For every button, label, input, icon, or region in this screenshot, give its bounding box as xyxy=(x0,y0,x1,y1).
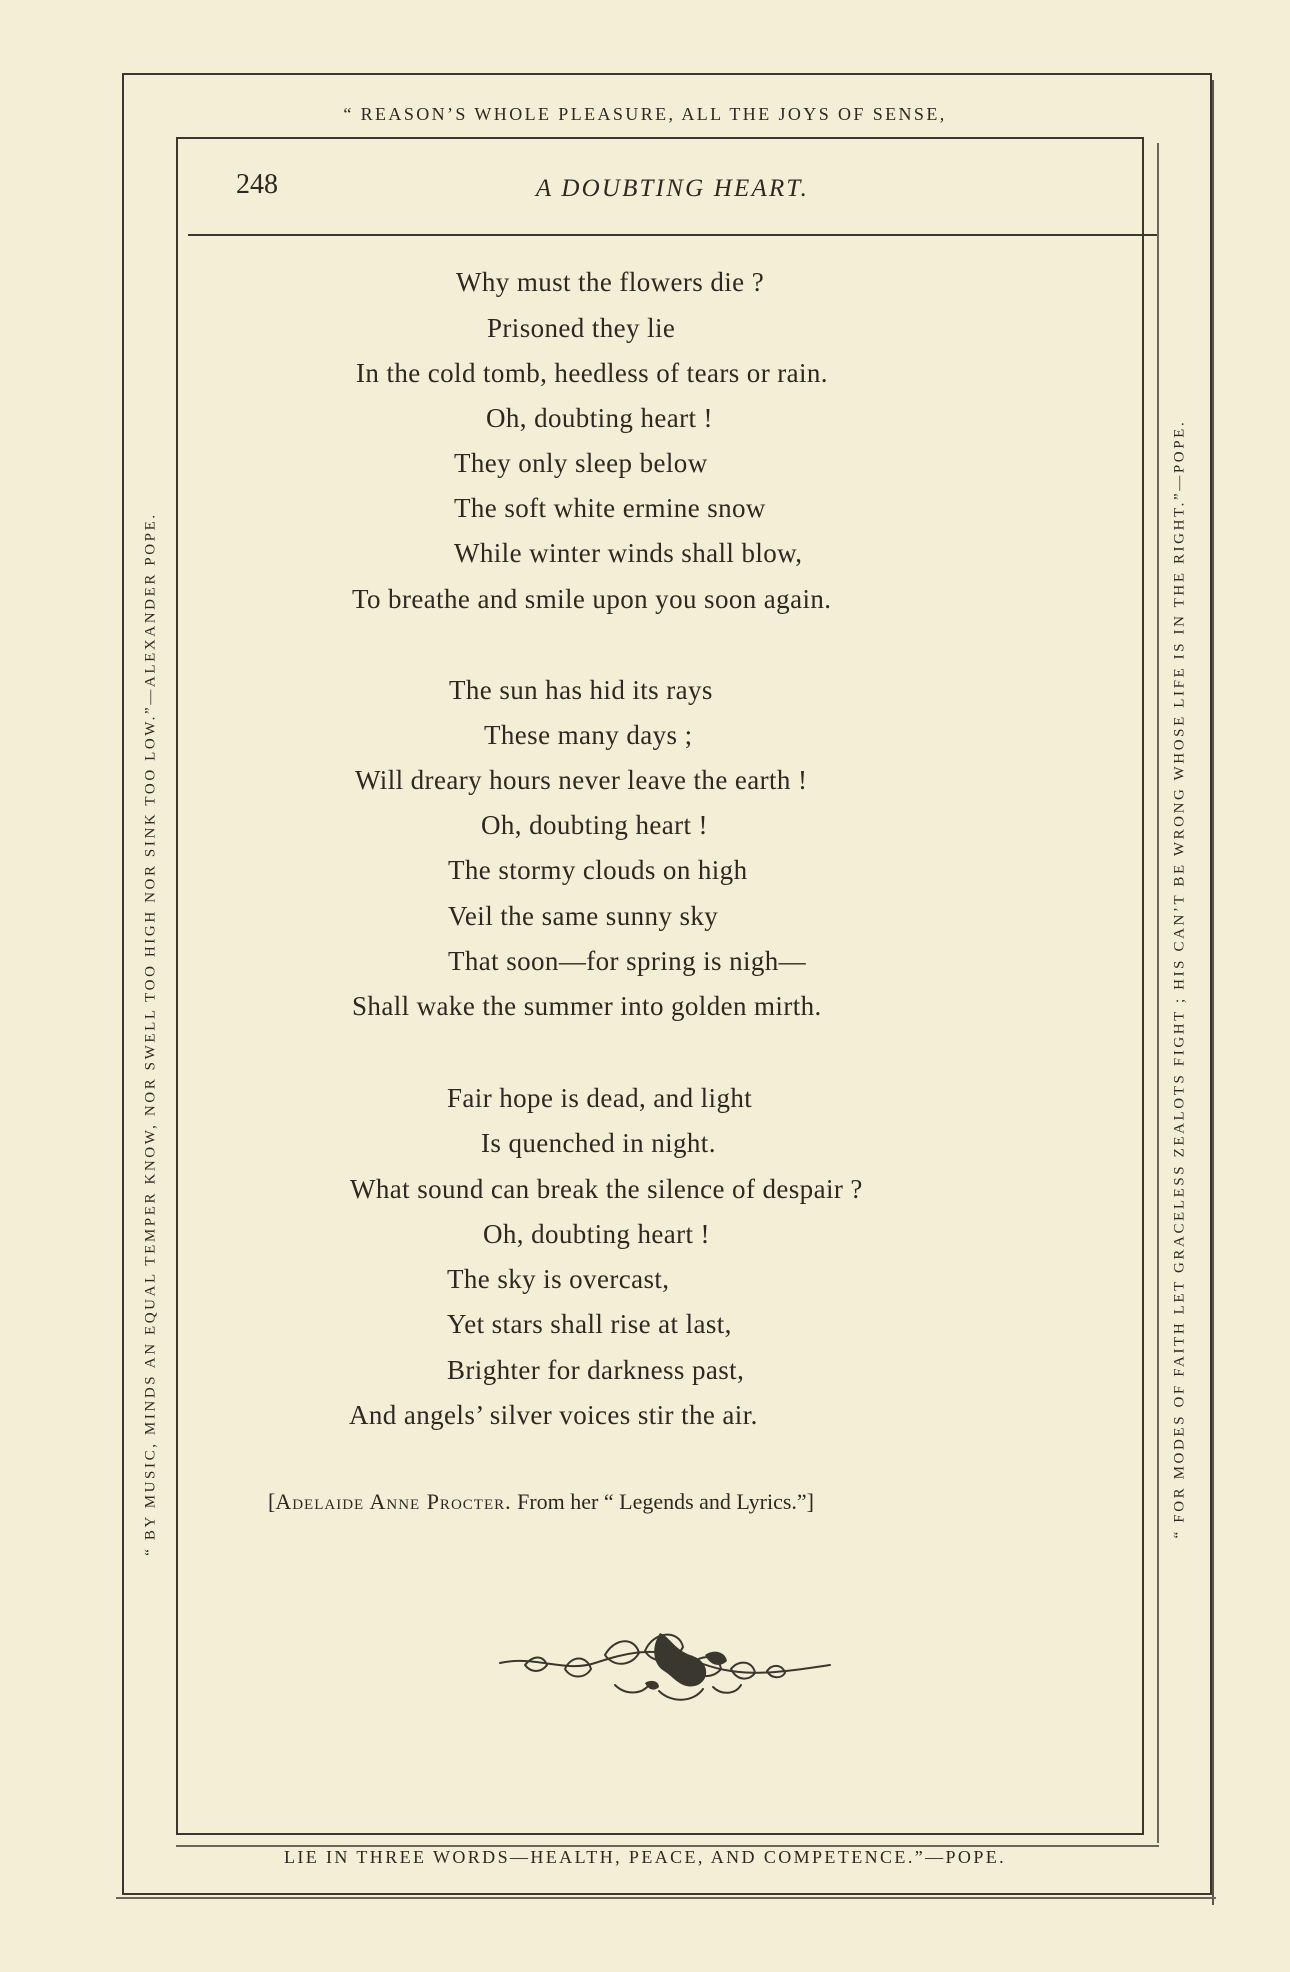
poem-line: What sound can break the silence of despair ? xyxy=(350,1174,863,1204)
poem-line: Yet stars shall rise at last, xyxy=(447,1309,732,1339)
page-title: A DOUBTING HEART. xyxy=(535,175,810,202)
poem-line: Oh, doubting heart ! xyxy=(481,810,708,840)
outer-border-shadow-bottom xyxy=(116,1897,1216,1899)
inner-border-shadow-right xyxy=(1157,143,1159,1843)
poem-line: The sun has hid its rays xyxy=(449,675,713,705)
poem-line: In the cold tomb, heedless of tears or rain. xyxy=(356,358,828,388)
poem-line: Brighter for darkness past, xyxy=(447,1355,745,1385)
poem-line: The sky is overcast, xyxy=(447,1264,670,1294)
poem-line: And angels’ silver voices stir the air. xyxy=(349,1400,758,1430)
poem-line: While winter winds shall blow, xyxy=(454,538,803,568)
poem-line: Oh, doubting heart ! xyxy=(483,1219,710,1249)
attribution xyxy=(268,1489,814,1515)
poem-line: Oh, doubting heart ! xyxy=(486,403,713,433)
border-quote-bottom: LIE IN THREE WORDS—HEALTH, PEACE, AND COMPETENCE.”—POPE. xyxy=(283,1847,1007,1867)
outer-border-shadow-right xyxy=(1212,80,1214,1905)
poem-line: The soft white ermine snow xyxy=(454,493,766,523)
poem-line: Why must the flowers die ? xyxy=(456,267,765,297)
header-rule xyxy=(188,234,1157,236)
attribution-author: Adelaide Anne Procter. xyxy=(275,1489,512,1514)
poem-line: To breathe and smile upon you soon again. xyxy=(352,584,832,614)
attribution-bracket: [ xyxy=(268,1489,276,1514)
poem-line: Prisoned they lie xyxy=(487,313,676,343)
poem-line: Shall wake the summer into golden mirth. xyxy=(352,991,822,1021)
poem-line: They only sleep below xyxy=(454,448,708,478)
poem-line: The stormy clouds on high xyxy=(448,855,748,885)
poem-line: Veil the same sunny sky xyxy=(448,901,719,931)
attribution-source: From her “ Legends and Lyrics.”] xyxy=(517,1489,815,1514)
border-quote-right: “ FOR MODES OF FAITH LET GRACELESS ZEALOTS FIGHT ; HIS CAN’T BE WRONG WHOSE LIFE IS IN THE RIGHT.”—POPE. xyxy=(1171,419,1188,1539)
border-quote-left: “ BY MUSIC, MINDS AN EQUAL TEMPER KNOW, NOR SWELL TOO HIGH NOR SINK TOO LOW.”—ALEXANDER POPE. xyxy=(142,512,159,1556)
poem-line: That soon—for spring is nigh— xyxy=(448,946,807,976)
border-quote-top: “ REASON’S WHOLE PLEASURE, ALL THE JOYS OF SENSE, xyxy=(343,104,947,124)
page-number: 248 xyxy=(236,169,278,200)
poem-line: These many days ; xyxy=(484,720,693,750)
poem-line: Fair hope is dead, and light xyxy=(447,1083,753,1113)
poem-line: Is quenched in night. xyxy=(481,1128,716,1158)
poem-line: Will dreary hours never leave the earth ! xyxy=(355,765,808,795)
floral-vine-ornament-icon xyxy=(495,1625,835,1715)
inner-border xyxy=(176,137,1144,1835)
